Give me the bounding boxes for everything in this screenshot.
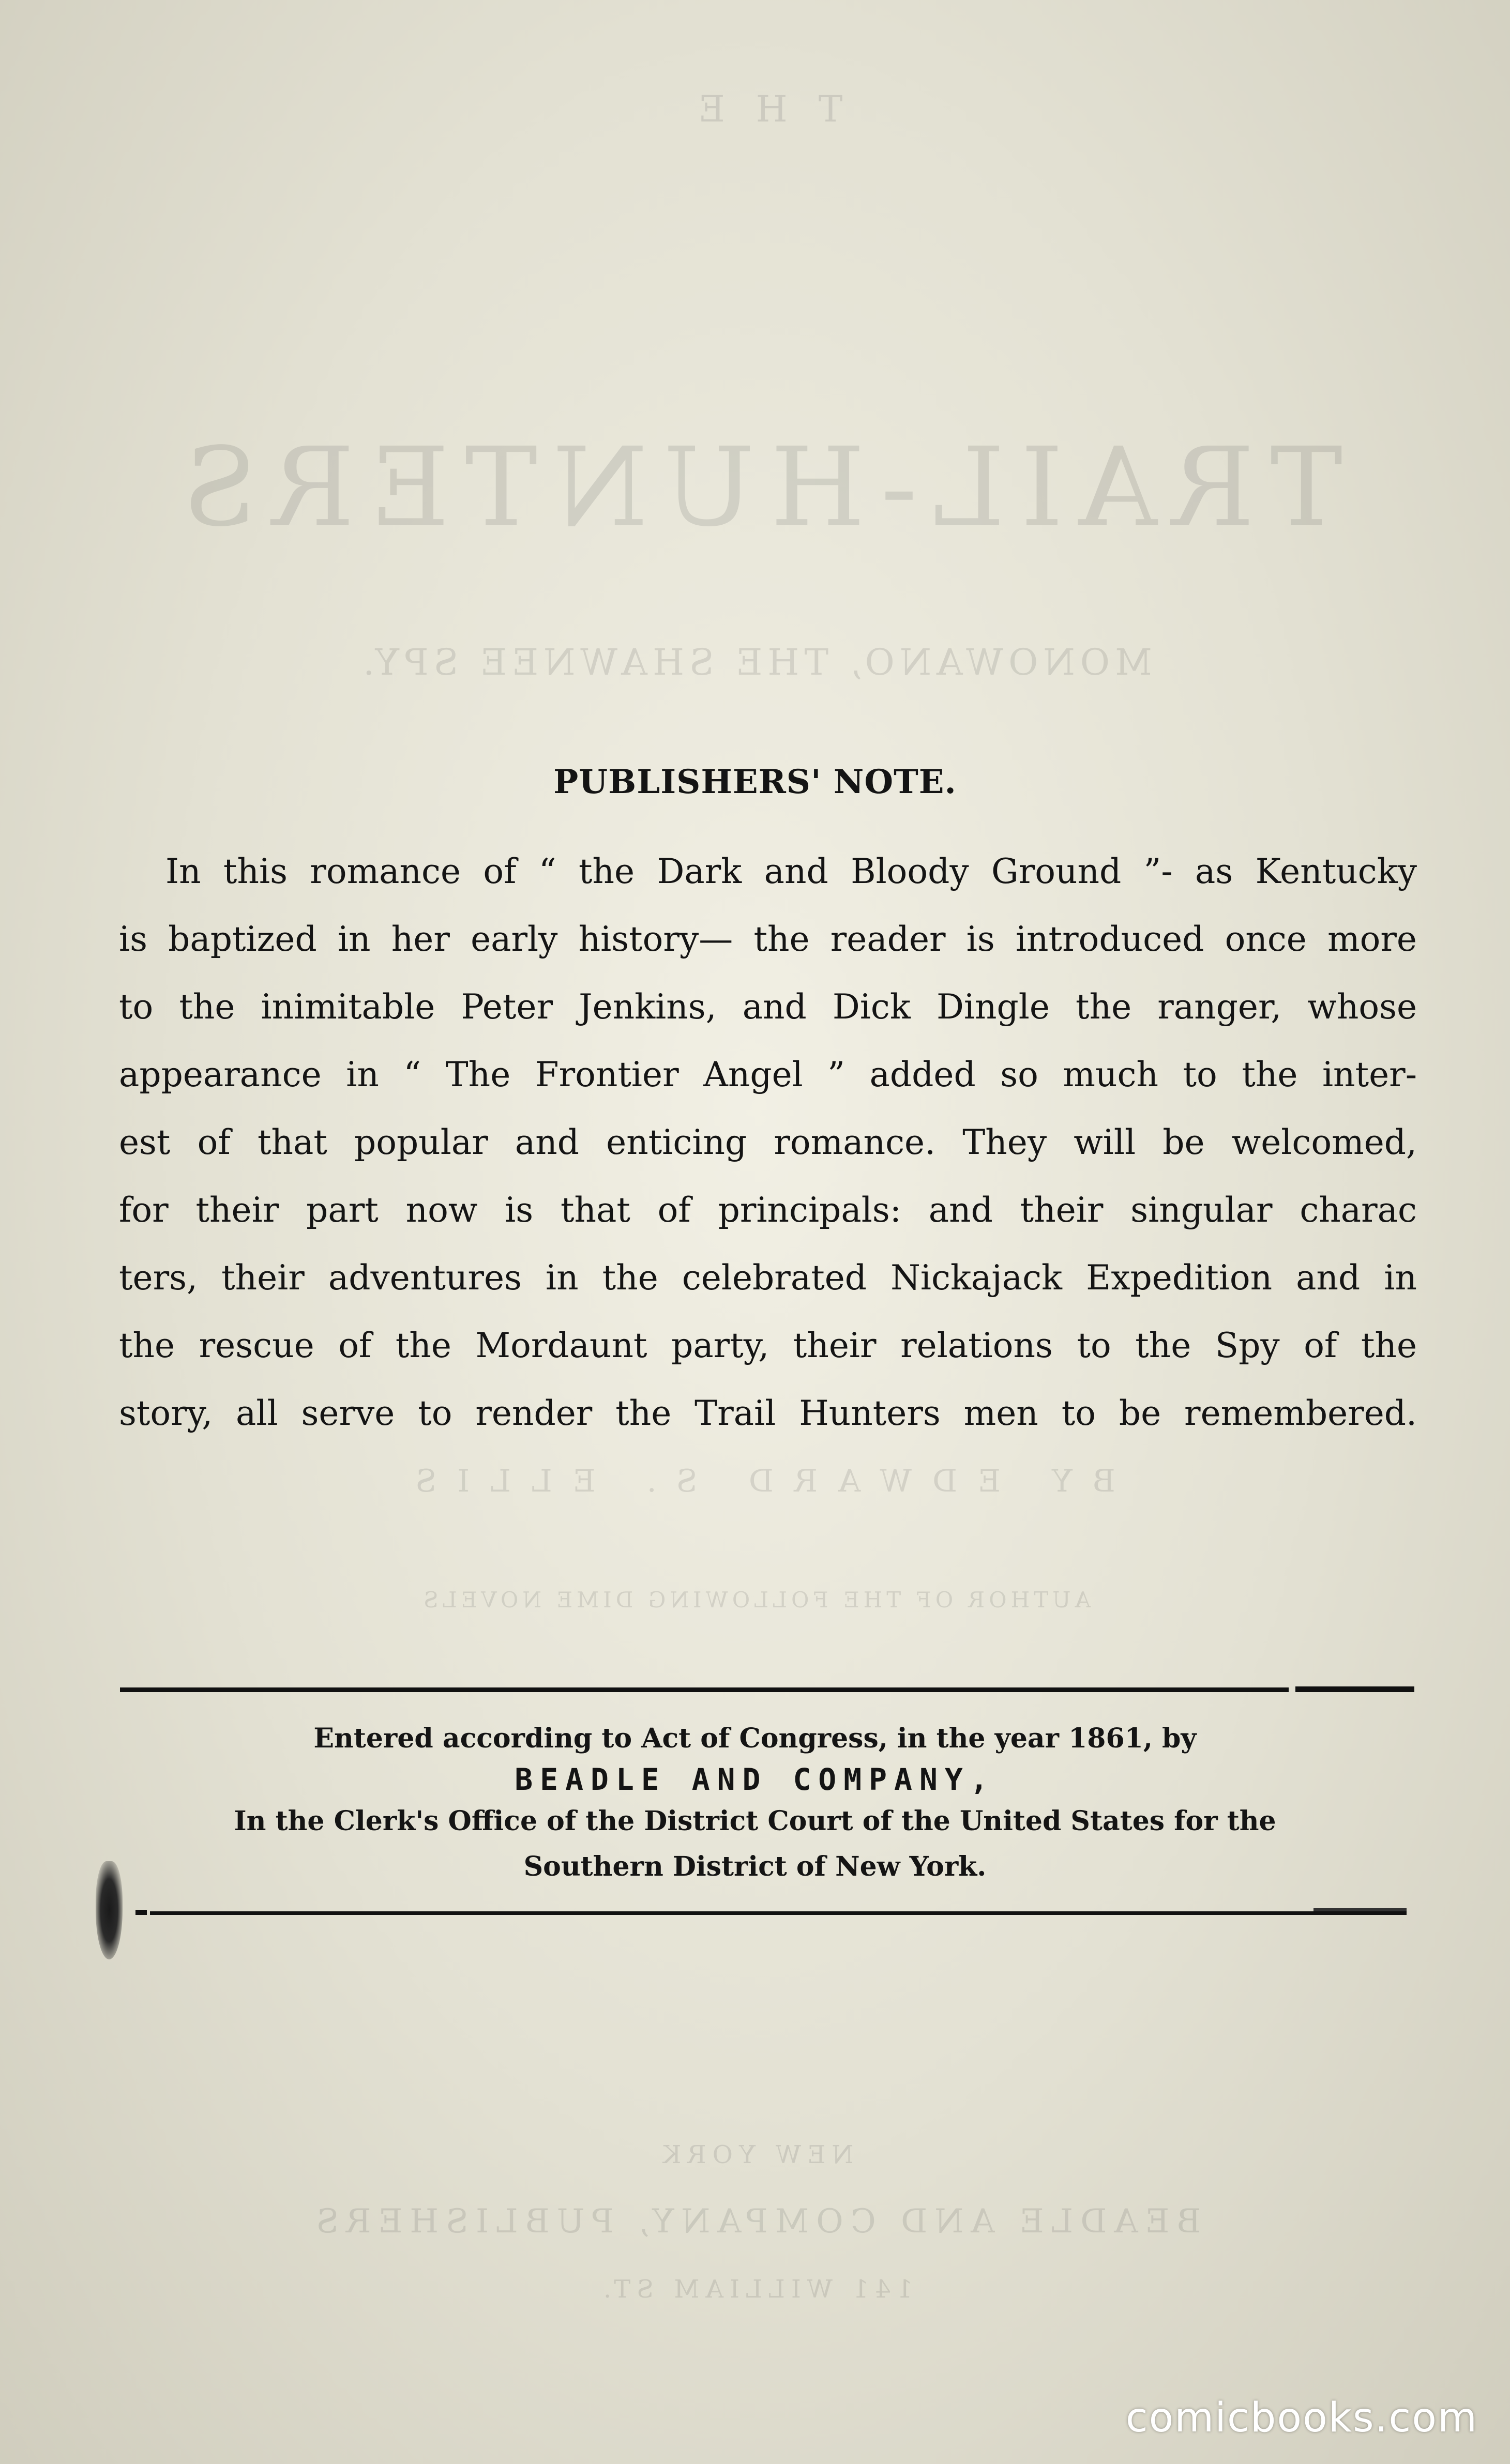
ink-blot [96, 1861, 123, 1959]
note-line: In this romance of “ the Dark and Bloody Ground ”- as Kentucky [165, 851, 1417, 891]
show-through-foot-3: 141 WILLIAM ST. [597, 2275, 913, 2304]
note-line: is baptized in her early history— the reader is introduced once more [119, 919, 1417, 959]
bottom-rule [150, 1911, 1407, 1915]
publishers-note-heading: PUBLISHERS' NOTE. [553, 763, 957, 801]
copyright-office-line: In the Clerk's Office of the District Court of the United States for the [234, 1805, 1276, 1837]
show-through-foot-2: BEADLE AND COMPANY, PUBLISHERS [309, 2202, 1201, 2241]
note-line: for their part now is that of principals: and their singular charac [119, 1190, 1417, 1230]
top-rule [120, 1687, 1289, 1692]
bottom-rule-cap [1313, 1908, 1407, 1911]
top-rule-dash [1295, 1686, 1414, 1692]
show-through-author: BY EDWARD S. ELLIS [395, 1463, 1115, 1499]
show-through-the: THE [667, 88, 843, 130]
note-line: story, all serve to render the Trail Hunters men to be remembered. [119, 1393, 1417, 1433]
note-line: to the inimitable Peter Jenkins, and Dick Dingle the ranger, whose [119, 987, 1417, 1027]
show-through-books: AUTHOR OF THE FOLLOWING DIME NOVELS [419, 1587, 1091, 1613]
note-line: appearance in “ The Frontier Angel ” added so much to the inter- [119, 1055, 1417, 1094]
copyright-district-line: Southern District of New York. [523, 1851, 987, 1882]
note-line: ters, their adventures in the celebrated Nickajack Expedition and in [119, 1258, 1417, 1298]
copyright-entered-line: Entered according to Act of Congress, in the year 1861, by [313, 1723, 1197, 1754]
note-line: est of that popular and enticing romance. They will be welcomed, [119, 1122, 1417, 1162]
show-through-foot-1: NEW YORK [656, 2140, 854, 2169]
copyright-publisher: BEADLE AND COMPANY, [515, 1762, 995, 1797]
show-through-subtitle: MONOWANO, THE SHAWNEE SPY. [358, 641, 1152, 683]
watermark: comicbooks.com [1125, 2395, 1478, 2441]
publishers-note-body [119, 838, 1417, 1447]
bottom-rule-tick [135, 1910, 147, 1915]
note-line: the rescue of the Mordaunt party, their relations to the Spy of the [119, 1326, 1417, 1365]
show-through-title: TRAIL-HUNTERS [167, 424, 1343, 551]
